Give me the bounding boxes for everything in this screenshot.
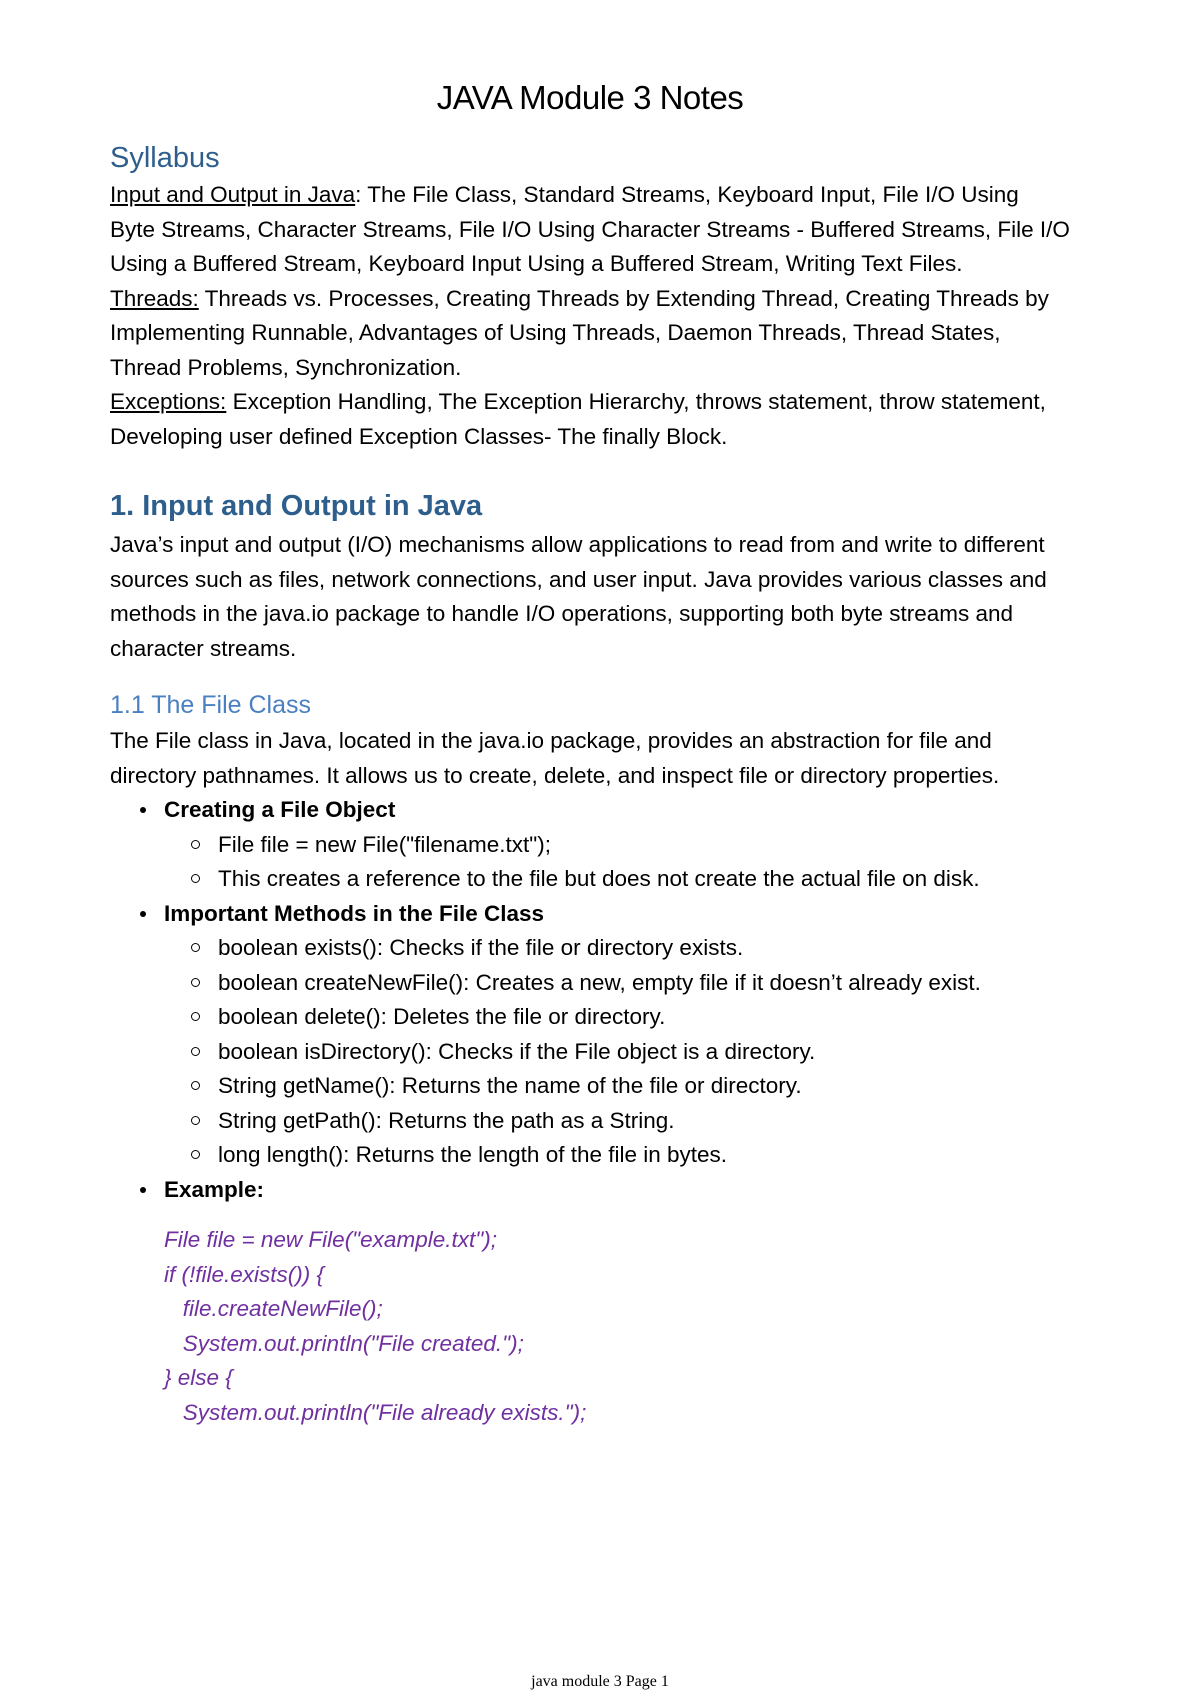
document-page bbox=[110, 70, 1070, 1430]
list-item: File file = new File("filename.txt"); bbox=[218, 828, 1070, 863]
syllabus-io-text: : The File Class, Standard Streams, Keyboard Input, File I/O Using Byte Streams, Character Streams, File I/O Using Character Streams - Buffered Streams, File I/O Using a Buffered Stream, Keyboard Input Using a Buffered Stream, Writing Text Files. bbox=[110, 182, 1070, 276]
sub-bullet-list bbox=[164, 931, 1070, 1173]
sub-bullet-list bbox=[164, 828, 1070, 897]
list-item: String getPath(): Returns the path as a String. bbox=[218, 1104, 1070, 1139]
page-footer: java module 3 Page 1 bbox=[531, 1673, 669, 1690]
syllabus-heading: Syllabus bbox=[110, 142, 220, 174]
section-1-1-heading: 1.1 The File Class bbox=[110, 691, 312, 719]
code-example bbox=[164, 1223, 1070, 1430]
syllabus-io-label: Input and Output in Java bbox=[110, 182, 356, 207]
section-1-1-body: The File class in Java, located in the java.io package, provides an abstraction for file and directory pathnames. It allows us to create, delete, and inspect file or directory properties. bbox=[110, 728, 1000, 788]
syllabus-exceptions-paragraph bbox=[110, 385, 1070, 454]
file-class-bullet-list bbox=[110, 793, 1070, 1207]
list-item: boolean delete(): Deletes the file or directory. bbox=[218, 1000, 1070, 1035]
syllabus-threads-text: Threads vs. Processes, Creating Threads by Extending Thread, Creating Threads by Implementing Runnable, Advantages of Using Threads, Daemon Threads, Thread States, Thread Problems, Synchronization. bbox=[110, 285, 1049, 380]
list-item: String getName(): Returns the name of the file or directory. bbox=[218, 1069, 1070, 1104]
code-line: File file = new File("example.txt"); bbox=[164, 1227, 497, 1252]
bullet-label: Creating a File Object bbox=[164, 797, 396, 822]
list-item: boolean createNewFile(): Creates a new, empty file if it doesn’t already exist. bbox=[218, 966, 1070, 1001]
list-item: boolean exists(): Checks if the file or directory exists. bbox=[218, 931, 1070, 966]
code-line: } else { bbox=[164, 1365, 233, 1390]
bullet-label: Important Methods in the File Class bbox=[164, 900, 545, 926]
section-1-body: Java’s input and output (I/O) mechanisms allow applications to read from and write to different sources such as files, network connections, and user input. Java provides various classes and methods in the java.io package to handle I/O operations, supporting both byte streams and character streams. bbox=[110, 532, 1047, 661]
code-line: System.out.println("File already exists."); bbox=[164, 1399, 587, 1425]
bullet-label: Example: bbox=[164, 1176, 265, 1202]
code-line: System.out.println("File created."); bbox=[164, 1330, 524, 1356]
document-title: JAVA Module 3 Notes bbox=[436, 79, 744, 116]
list-item: long length(): Returns the length of the file in bytes. bbox=[218, 1138, 1070, 1173]
list-item bbox=[164, 793, 1070, 897]
list-item: This creates a reference to the file but does not create the actual file on disk. bbox=[218, 862, 1070, 897]
syllabus-exceptions-label: Exceptions: bbox=[110, 389, 227, 414]
syllabus-io-paragraph bbox=[110, 178, 1070, 282]
syllabus-exceptions-text: Exception Handling, The Exception Hierarchy, throws statement, throw statement, Developing user defined Exception Classes- The finally Block. bbox=[110, 389, 1046, 449]
list-item: boolean isDirectory(): Checks if the File object is a directory. bbox=[218, 1035, 1070, 1070]
code-line: if (!file.exists()) { bbox=[164, 1261, 325, 1287]
list-item bbox=[164, 897, 1070, 1173]
syllabus-threads-label: Threads: bbox=[110, 285, 199, 311]
section-1-heading: 1. Input and Output in Java bbox=[110, 490, 483, 522]
syllabus-threads-paragraph bbox=[110, 282, 1070, 386]
list-item bbox=[164, 1173, 1070, 1208]
code-line: file.createNewFile(); bbox=[164, 1296, 383, 1321]
